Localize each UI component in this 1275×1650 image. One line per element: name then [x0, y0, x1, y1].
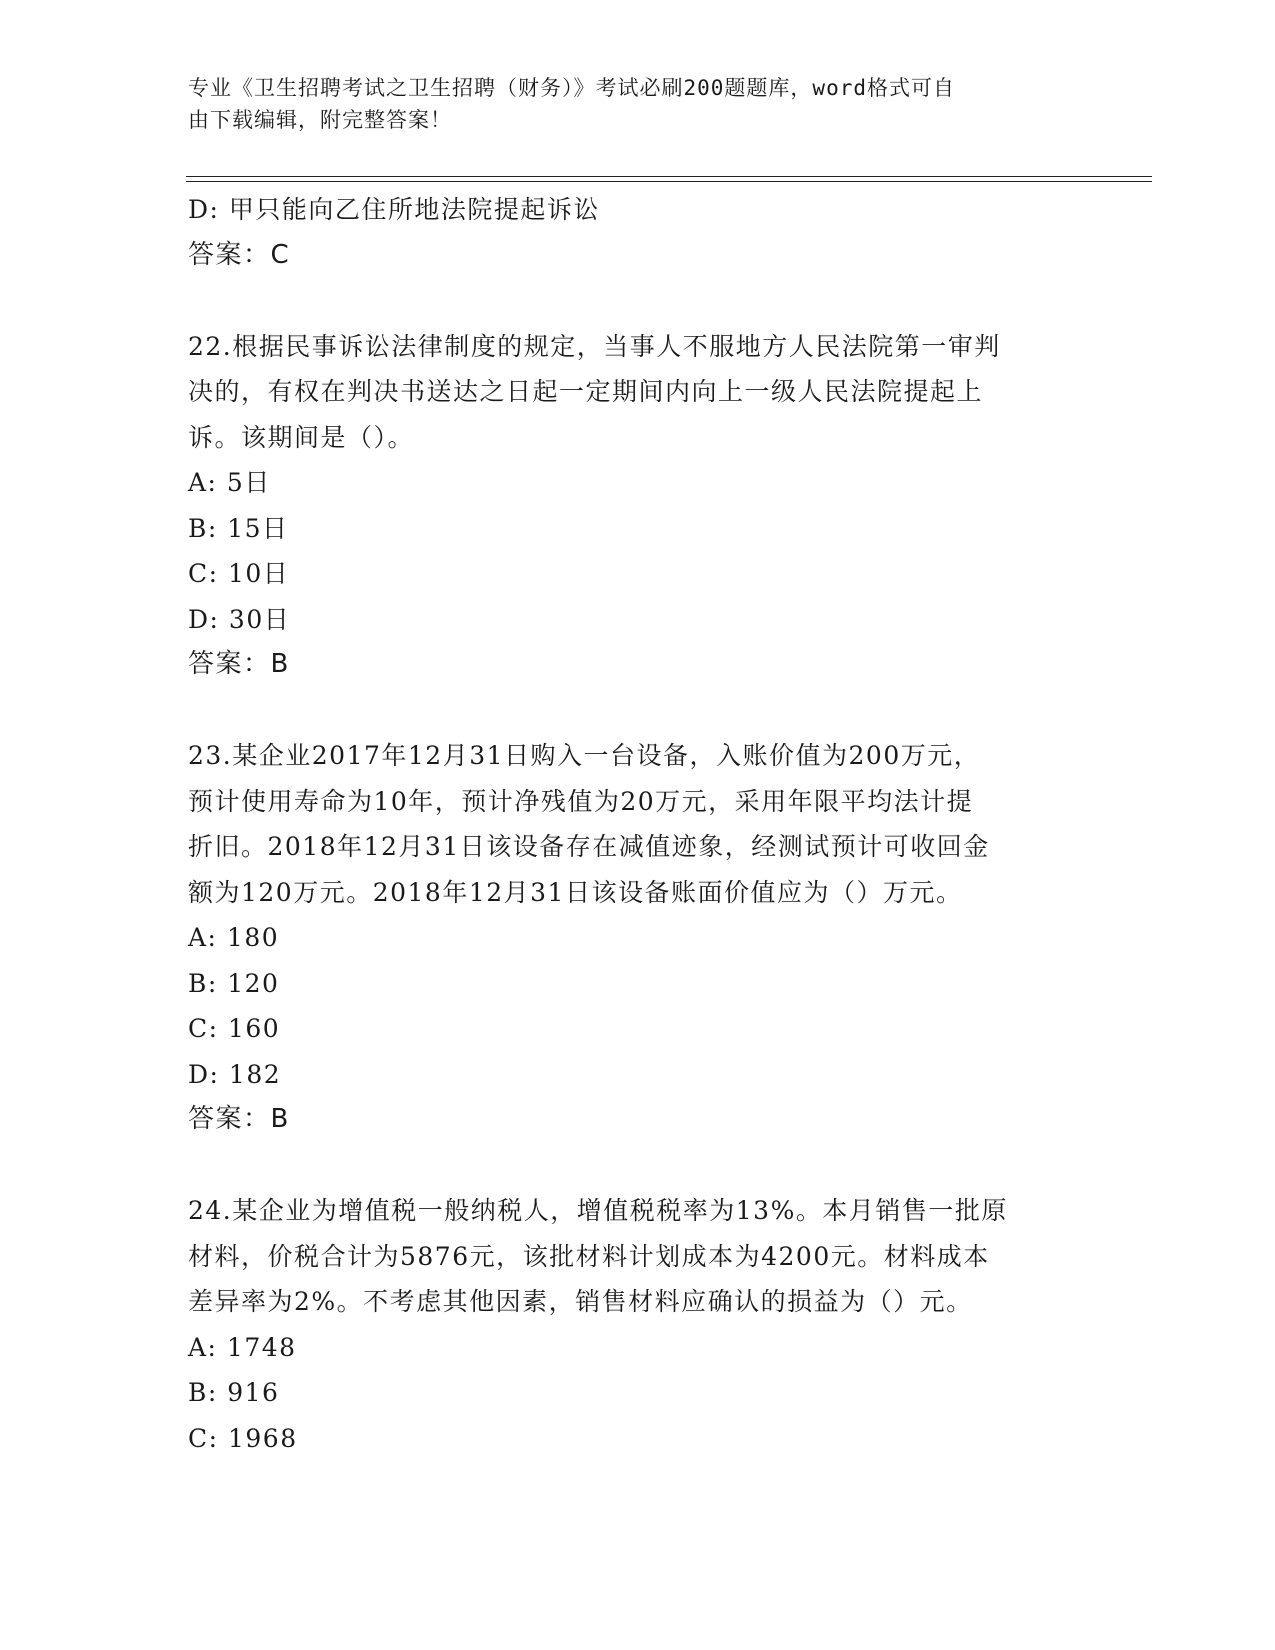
stem-line: 诉。该期间是（）。 [188, 422, 415, 452]
question-23 [188, 733, 1088, 1143]
option-a: A: 1748 [188, 1332, 297, 1362]
stem-line: 决的，有权在判决书送达之日起一定期间内向上一级人民法院提起上 [188, 377, 984, 406]
option-b: B: 120 [188, 968, 280, 998]
option-a: A: 5日 [188, 468, 271, 497]
option-c: C: 160 [188, 1014, 281, 1043]
spacer [188, 688, 1088, 734]
header-line-2: 由下载编辑，附完整答案！ [188, 108, 452, 132]
option-b: B: 15日 [188, 513, 289, 543]
header-line-1: 专业《卫生招聘考试之卫生招聘（财务）》考试必刷200题题库，word格式可自 [188, 76, 955, 100]
option-a: A: 180 [188, 923, 280, 952]
document-header [188, 72, 1068, 136]
answer: 答案：B [188, 1104, 290, 1134]
stem-line: 材料，价税合计为5876元，该批材料计划成本为4200元。材料成本 [188, 1241, 990, 1271]
stem-line: 23.某企业2017年12月31日购入一台设备，入账价值为200万元， [188, 741, 981, 770]
header-divider-top [186, 176, 1152, 177]
question-22 [188, 324, 1088, 688]
question-content [188, 187, 1088, 1461]
option-c: C: 1968 [188, 1423, 298, 1453]
option-b: B: 916 [188, 1378, 280, 1407]
question-24 [188, 1188, 1088, 1461]
answer: 答案：B [188, 649, 290, 679]
carryover-option-d: D: 甲只能向乙住所地法院提起诉讼 [188, 195, 600, 224]
stem-line: 差异率为2%。不考虑其他因素，销售材料应确认的损益为（）元。 [188, 1287, 973, 1316]
carryover-answer: 答案：C [188, 239, 291, 270]
stem-line: 折旧。2018年12月31日该设备存在减值迹象，经测试预计可收回金 [188, 832, 990, 861]
stem-line: 22.根据民事诉讼法律制度的规定，当事人不服地方人民法院第一审判 [188, 331, 1001, 361]
stem-line: 24.某企业为增值税一般纳税人，增值税税率为13%。本月销售一批原 [188, 1196, 1008, 1225]
question-stem [188, 1188, 1088, 1325]
spacer [188, 278, 1088, 324]
option-d: D: 30日 [188, 604, 291, 634]
stem-line: 预计使用寿命为10年，预计净残值为20万元，采用年限平均法计提 [188, 786, 974, 816]
question-stem [188, 324, 1088, 461]
option-d: D: 182 [188, 1059, 282, 1089]
question-stem [188, 733, 1088, 915]
stem-line: 额为120万元。2018年12月31日该设备账面价值应为（）万元。 [188, 877, 963, 907]
spacer [188, 1143, 1088, 1189]
header-divider-bottom [186, 181, 1152, 182]
option-c: C: 10日 [188, 559, 290, 588]
